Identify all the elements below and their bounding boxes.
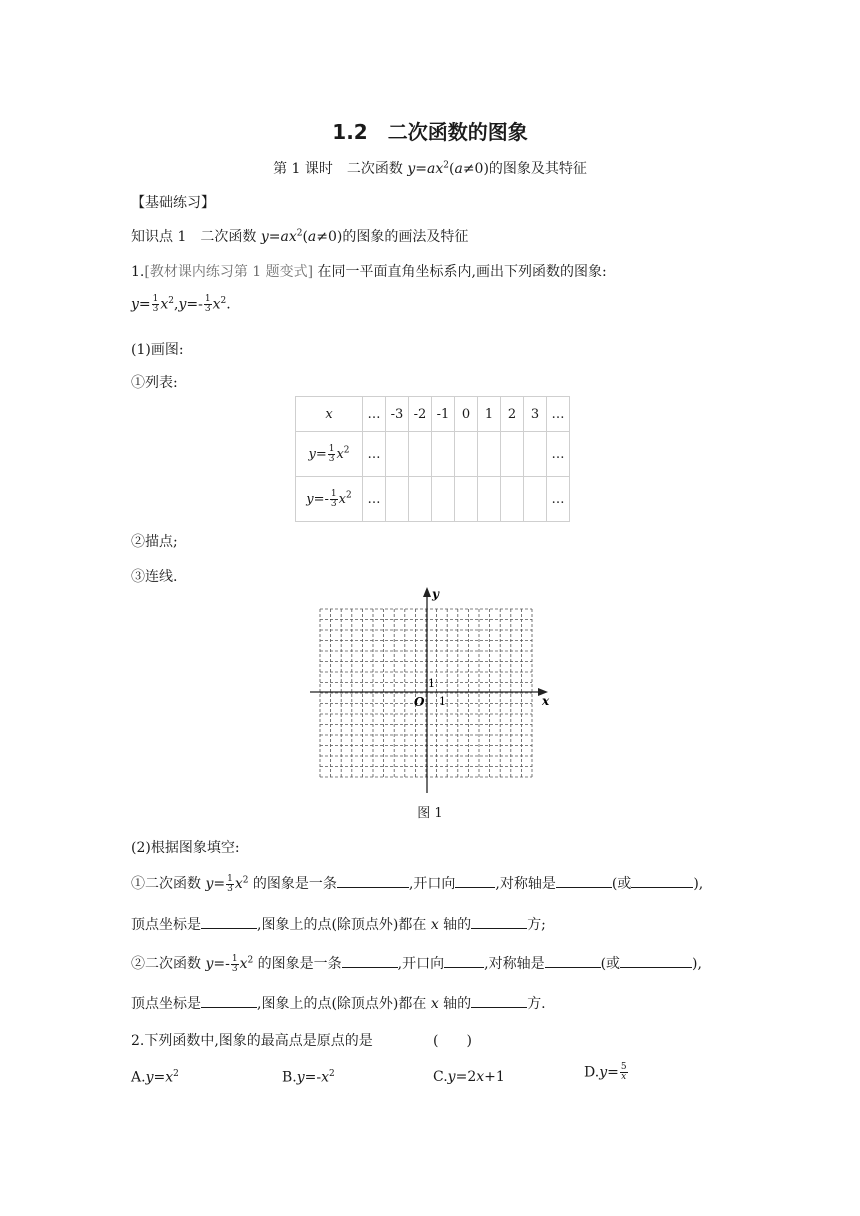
table-row — [296, 477, 570, 522]
fill-in-1-line-2: 顶点坐标是 ,图象上的点(除顶点外)都在 x 轴的 方; — [131, 914, 546, 934]
table-header-cell: -3 — [386, 397, 409, 432]
answer-blank[interactable] — [471, 914, 527, 929]
answer-blank[interactable] — [471, 993, 527, 1008]
x-tick-label: 1 — [439, 695, 446, 708]
table-header-cell: x — [296, 397, 363, 432]
table-cell[interactable] — [432, 432, 455, 477]
fill-in-2-line-1: ②二次函数 y=- $\frac{1}{3}$ $x^2$ 的图象是一条 ,开口向 ,对称轴是 (或 ), — [131, 953, 702, 974]
y-axis-label: y — [432, 587, 439, 601]
answer-blank[interactable] — [455, 873, 495, 888]
answer-blank[interactable] — [201, 993, 257, 1008]
answer-blank[interactable] — [556, 873, 612, 888]
origin-label: O — [414, 695, 425, 709]
table-header-cell: 2 — [501, 397, 524, 432]
answer-blank[interactable] — [444, 953, 484, 968]
table-header-cell: -2 — [409, 397, 432, 432]
table-row — [296, 432, 570, 477]
table-header-cell: … — [547, 397, 570, 432]
table-cell: … — [363, 432, 386, 477]
table-cell: … — [363, 477, 386, 522]
answer-blank[interactable] — [620, 953, 692, 968]
table-cell[interactable] — [478, 432, 501, 477]
table-cell: … — [547, 432, 570, 477]
table-cell[interactable] — [501, 477, 524, 522]
table-header-cell: -1 — [432, 397, 455, 432]
page-title: 1.2 二次函数的图象 — [332, 120, 528, 144]
table-header-cell: 0 — [455, 397, 478, 432]
lesson-subtitle: 第 1 课时 二次函数 $y=ax^2(a\ne 0)$的图象及其特征 — [273, 160, 587, 177]
answer-blank[interactable] — [545, 953, 601, 968]
step-2-label: ②描点; — [131, 534, 178, 550]
question-1-stem: 1.[教材课内练习第 1 题变式] 在同一平面直角坐标系内,画出下列函数的图象: — [131, 264, 607, 280]
table-cell[interactable] — [524, 432, 547, 477]
x-axis-label: x — [542, 694, 550, 708]
table-cell[interactable] — [524, 477, 547, 522]
knowledge-point-heading: 知识点 1 二次函数 $y=ax^2(a\ne 0)$的图象的画法及特征 — [131, 228, 469, 245]
value-table — [295, 396, 570, 522]
grid-lines — [320, 609, 532, 777]
option-c[interactable]: C.y=2x+1 — [433, 1069, 505, 1085]
table-header-row — [296, 397, 570, 432]
option-a[interactable]: $A.y=x^2$ — [131, 1069, 179, 1086]
table-cell[interactable] — [455, 477, 478, 522]
table-header-cell: … — [363, 397, 386, 432]
y-tick-label: 1 — [428, 677, 435, 690]
answer-blank[interactable] — [201, 914, 257, 929]
part-2-label: (2)根据图象填空: — [131, 840, 240, 856]
table-cell: … — [547, 477, 570, 522]
option-d[interactable]: D.y= $\frac{5}{x}$ — [584, 1062, 627, 1082]
question-2-stem: 2.下列函数中,图象的最高点是原点的是 — [131, 1033, 373, 1049]
table-cell[interactable] — [409, 477, 432, 522]
y-axis-arrow-icon — [423, 587, 431, 597]
table-cell[interactable] — [478, 477, 501, 522]
table-header-cell: 3 — [524, 397, 547, 432]
option-b[interactable]: $B.y=-x^2$ — [282, 1069, 335, 1086]
section-label: 【基础练习】 — [131, 195, 215, 211]
table-cell[interactable] — [455, 432, 478, 477]
part-1-label: (1)画图: — [131, 342, 184, 358]
question-source: [教材课内练习第 1 题变式] — [144, 264, 314, 280]
answer-paren[interactable]: ( ) — [433, 1033, 472, 1049]
answer-blank[interactable] — [337, 873, 409, 888]
step-3-label: ③连线. — [131, 569, 178, 585]
table-header-cell: 1 — [478, 397, 501, 432]
table-cell[interactable] — [386, 477, 409, 522]
answer-blank[interactable] — [342, 953, 398, 968]
figure-caption: 图 1 — [417, 806, 443, 821]
question-1-functions: y= $\frac{1}{3}$ $x^2,y=-$ $\frac{1}{3}$ $x^2$. — [131, 294, 231, 314]
table-cell[interactable] — [409, 432, 432, 477]
coordinate-grid-figure — [300, 585, 562, 795]
fill-in-1-line-1: ①二次函数 y= $\frac{1}{3}$ $x^2$ 的图象是一条 ,开口向 ,对称轴是 (或 ), — [131, 873, 704, 894]
table-cell[interactable] — [501, 432, 524, 477]
step-1-label: ①列表: — [131, 375, 178, 391]
row-label-positive: y= $\frac{1}{3}$ $x^2$ — [296, 432, 363, 477]
table-cell[interactable] — [432, 477, 455, 522]
fill-in-2-line-2: 顶点坐标是 ,图象上的点(除顶点外)都在 x 轴的 方. — [131, 993, 546, 1013]
row-label-negative: y=- $\frac{1}{3}$ $x^2$ — [296, 477, 363, 522]
table-cell[interactable] — [386, 432, 409, 477]
answer-blank[interactable] — [631, 873, 693, 888]
